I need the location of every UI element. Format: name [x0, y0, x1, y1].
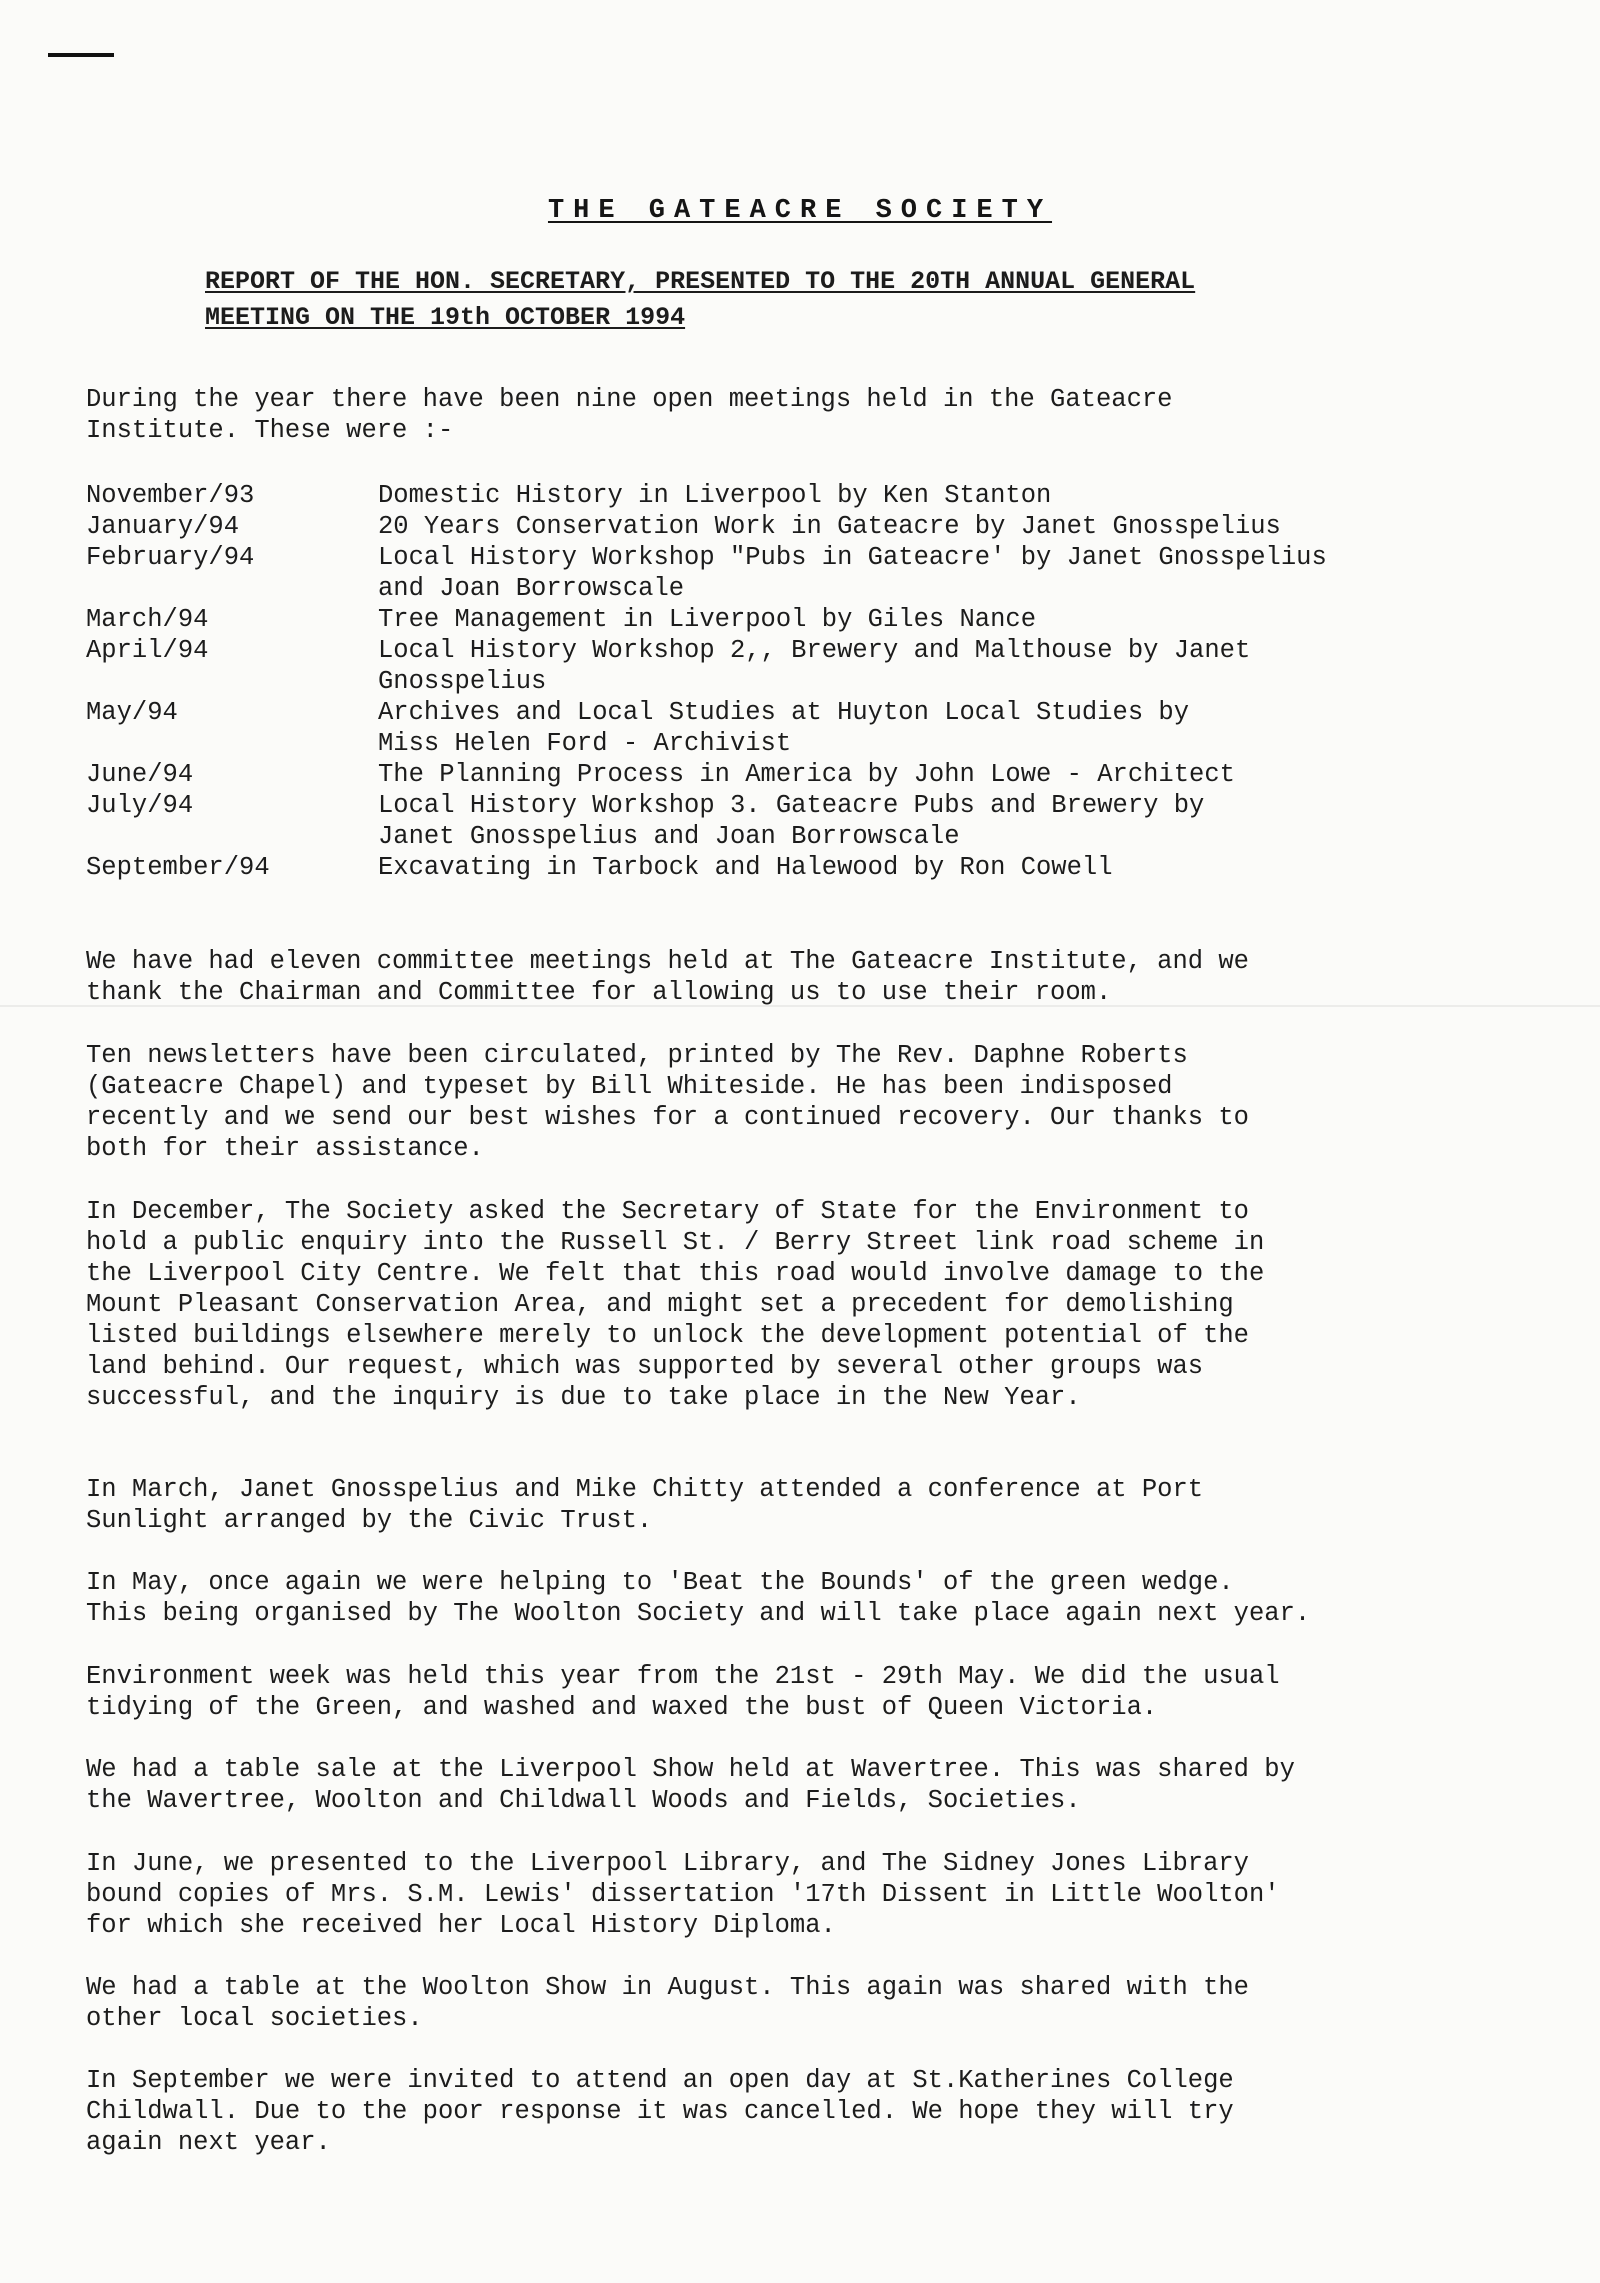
- meeting-row: [86, 852, 1446, 883]
- meeting-row: [86, 604, 1446, 635]
- meeting-row: [86, 790, 1446, 852]
- meeting-row: [86, 759, 1446, 790]
- paragraph-enquiry: In December, The Society asked the Secretary of State for the Environment to hold a public enquiry into the Russell St. / Berry Street link road scheme in the Liverpool City Centre. We felt that this road would involve damage to the Mount Pleasant Conservation Area, and might set a precedent for demolishing listed buildings elsewhere merely to unlock the development potential of the land behind. Our request, which was supported by several other groups was successful, and the inquiry is due to take place in the New Year.: [86, 1197, 1265, 1412]
- meeting-row: [86, 697, 1446, 759]
- meeting-date: September/94: [86, 853, 270, 882]
- meeting-description: 20 Years Conservation Work in Gateacre by Janet Gnosspelius: [378, 512, 1281, 541]
- meetings-list: [86, 480, 1446, 883]
- meeting-description: The Planning Process in America by John Lowe - Architect: [378, 760, 1235, 789]
- paragraph-table-sale: We had a table sale at the Liverpool Show held at Wavertree. This was shared by the Wavertree, Woolton and Childwall Woods and Fields, Societies.: [86, 1755, 1295, 1815]
- paragraph-open-day: In September we were invited to attend an open day at St.Katherines College Childwall. Due to the poor response it was cancelled. We hope they will try again next year.: [86, 2066, 1234, 2157]
- meeting-row: [86, 480, 1446, 511]
- meeting-description: Domestic History in Liverpool by Ken Stanton: [378, 481, 1052, 510]
- meeting-date: April/94: [86, 636, 209, 665]
- paragraph-newsletters: Ten newsletters have been circulated, printed by The Rev. Daphne Roberts (Gateacre Chapel) and typeset by Bill Whiteside. He has been indisposed recently and we send our best wishes for a continued recovery. Our thanks to both for their assistance.: [86, 1041, 1249, 1163]
- meeting-date: February/94: [86, 543, 255, 572]
- meeting-date: July/94: [86, 791, 194, 820]
- meeting-description: Archives and Local Studies at Huyton Local Studies by Miss Helen Ford - Archivist: [378, 698, 1190, 758]
- meeting-row: [86, 542, 1446, 604]
- meeting-description: Excavating in Tarbock and Halewood by Ron Cowell: [378, 853, 1113, 882]
- subtitle-line-2: MEETING ON THE 19th OCTOBER 1994: [205, 303, 686, 332]
- intro-paragraph: During the year there have been nine open meetings held in the Gateacre Institute. These were :-: [86, 385, 1173, 445]
- subtitle-line-1: REPORT OF THE HON. SECRETARY, PRESENTED TO THE 20TH ANNUAL GENERAL: [205, 267, 1196, 296]
- meeting-description: Local History Workshop 2,, Brewery and Malthouse by Janet Gnosspelius: [378, 636, 1251, 696]
- document-subtitle: [205, 264, 1345, 336]
- meeting-date: January/94: [86, 512, 240, 541]
- meeting-description: Tree Management in Liverpool by Giles Nance: [378, 605, 1037, 634]
- paragraph-environment-week: Environment week was held this year from the 21st - 29th May. We did the usual tidying of the Green, and washed and waxed the bust of Queen Victoria.: [86, 1662, 1280, 1722]
- paragraph-dissertation: In June, we presented to the Liverpool Library, and The Sidney Jones Library bound copies of Mrs. S.M. Lewis' dissertation '17th Dissent in Little Woolton' for which she received her Local History Diploma.: [86, 1849, 1280, 1940]
- paragraph-conference: In March, Janet Gnosspelius and Mike Chitty attended a conference at Port Sunlight arranged by the Civic Trust.: [86, 1475, 1204, 1535]
- document-title: THE GATEACRE SOCIETY: [547, 196, 1053, 226]
- meeting-date: March/94: [86, 605, 209, 634]
- meeting-description: Local History Workshop "Pubs in Gateacre' by Janet Gnosspelius and Joan Borrowscale: [378, 543, 1327, 603]
- paragraph-woolton-show: We had a table at the Woolton Show in August. This again was shared with the other local societies.: [86, 1973, 1249, 2033]
- meeting-date: June/94: [86, 760, 194, 789]
- meeting-row: [86, 511, 1446, 542]
- paragraph-beat-the-bounds: In May, once again we were helping to 'Beat the Bounds' of the green wedge. This being organised by The Woolton Society and will take place again next year.: [86, 1568, 1311, 1628]
- meeting-row: [86, 635, 1446, 697]
- corner-dash-mark: [48, 53, 114, 57]
- meeting-date: May/94: [86, 698, 178, 727]
- title-block: [0, 196, 1600, 226]
- meeting-date: November/93: [86, 481, 255, 510]
- meeting-description: Local History Workshop 3. Gateacre Pubs and Brewery by Janet Gnosspelius and Joan Borrowscale: [378, 791, 1205, 851]
- paragraph-committee: We have had eleven committee meetings held at The Gateacre Institute, and we thank the Chairman and Committee for allowing us to use their room.: [86, 947, 1249, 1007]
